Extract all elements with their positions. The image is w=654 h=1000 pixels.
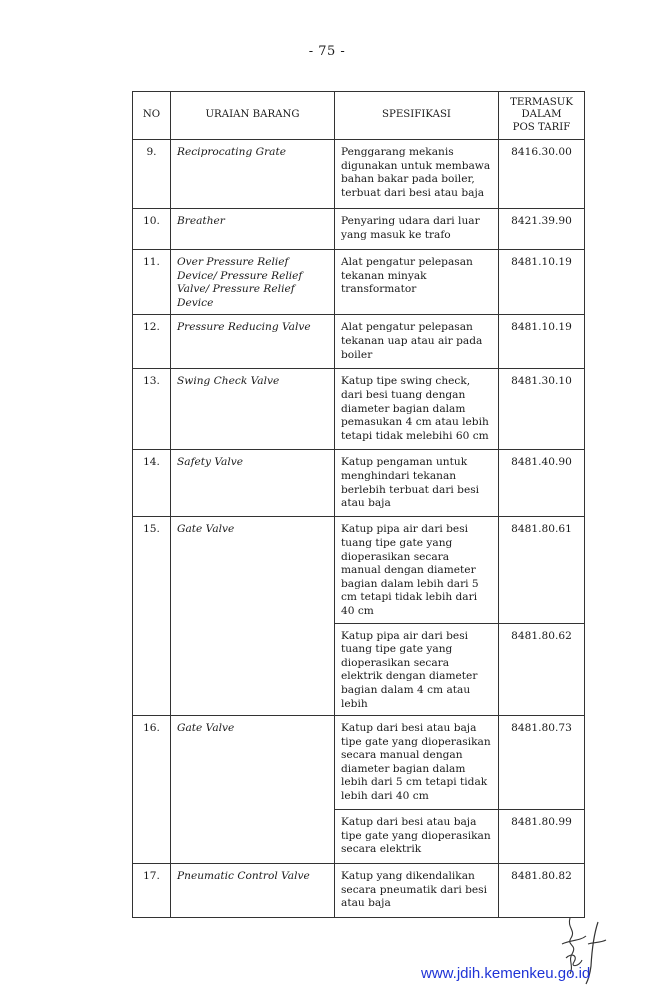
jdih-url-watermark: www.jdih.kemenkeu.go.id: [421, 965, 591, 982]
row-spec: Katup dari besi atau baja tipe gate yang dioperasikan secara manual dengan diameter bagian dalam lebih dari 5 cm tetapi tidak lebih dari 40 cm: [335, 716, 499, 810]
row-spec: Katup pipa air dari besi tuang tipe gate yang dioperasikan secara elektrik dengan diameter bagian dalam 4 cm atau lebih: [335, 623, 499, 716]
row-spec: Alat pengatur pelepasan tekanan minyak transformator: [335, 250, 499, 315]
row-item: Pneumatic Control Valve: [171, 864, 335, 918]
row-item: Reciprocating Grate: [171, 140, 335, 209]
row-no: 17.: [133, 864, 171, 918]
table-row: [133, 140, 585, 209]
row-spec: Penyaring udara dari luar yang masuk ke trafo: [335, 209, 499, 250]
row-item: Pressure Reducing Valve: [171, 315, 335, 369]
table-row: [133, 315, 585, 369]
row-item: Breather: [171, 209, 335, 250]
row-item: Swing Check Valve: [171, 369, 335, 450]
header-pos-tarif-label: TERMASUK DALAM POS TARIF: [510, 96, 573, 133]
table-row: [133, 250, 585, 315]
row-spec: Katup tipe swing check, dari besi tuang dengan diameter bagian dalam pemasukan 4 cm atau lebih tetapi tidak melebihi 60 cm: [335, 369, 499, 450]
row-no: 12.: [133, 315, 171, 369]
tariff-table: [132, 91, 585, 918]
row-spec: Katup pengaman untuk menghindari tekanan berlebih terbuat dari besi atau baja: [335, 450, 499, 517]
table-header-row: [133, 92, 585, 140]
row-tariff-code: 8481.80.62: [499, 623, 585, 716]
row-spec: Katup yang dikendalikan secara pneumatik dari besi atau baja: [335, 864, 499, 918]
row-item: Gate Valve: [171, 716, 335, 864]
row-tariff-code: 8421.39.90: [499, 209, 585, 250]
row-item: Over Pressure Relief Device/ Pressure Relief Valve/ Pressure Relief Device: [171, 250, 335, 315]
page-number: - 75 -: [308, 44, 346, 59]
row-tariff-code: 8481.30.10: [499, 369, 585, 450]
row-spec: Penggarang mekanis digunakan untuk membawa bahan bakar pada boiler, terbuat dari besi atau baja: [335, 140, 499, 209]
row-spec: Katup dari besi atau baja tipe gate yang dioperasikan secara elektrik: [335, 810, 499, 864]
row-tariff-code: 8481.10.19: [499, 250, 585, 315]
row-no: 14.: [133, 450, 171, 517]
row-tariff-code: 8416.30.00: [499, 140, 585, 209]
row-spec: Katup pipa air dari besi tuang tipe gate yang dioperasikan secara manual dengan diameter bagian dalam lebih dari 5 cm tetapi tidak lebih dari 40 cm: [335, 517, 499, 623]
row-item: Safety Valve: [171, 450, 335, 517]
table-row: [133, 716, 585, 810]
row-no: 10.: [133, 209, 171, 250]
row-spec: Alat pengatur pelepasan tekanan uap atau air pada boiler: [335, 315, 499, 369]
row-tariff-code: 8481.80.61: [499, 517, 585, 623]
row-no: 11.: [133, 250, 171, 315]
table-row: [133, 369, 585, 450]
header-spesifikasi: SPESIFIKASI: [335, 92, 499, 140]
table-row: [133, 209, 585, 250]
row-item: Gate Valve: [171, 517, 335, 716]
row-no: 9.: [133, 140, 171, 209]
row-no: 16.: [133, 716, 171, 864]
row-tariff-code: 8481.80.73: [499, 716, 585, 810]
table-row: [133, 864, 585, 918]
table-row: [133, 517, 585, 623]
table-row: [133, 450, 585, 517]
row-tariff-code: 8481.80.99: [499, 810, 585, 864]
row-tariff-code: 8481.10.19: [499, 315, 585, 369]
header-pos-tarif: [499, 92, 585, 140]
header-uraian-barang: URAIAN BARANG: [171, 92, 335, 140]
row-no: 15.: [133, 517, 171, 716]
row-tariff-code: 8481.40.90: [499, 450, 585, 517]
row-no: 13.: [133, 369, 171, 450]
header-no: NO: [133, 92, 171, 140]
row-tariff-code: 8481.80.82: [499, 864, 585, 918]
